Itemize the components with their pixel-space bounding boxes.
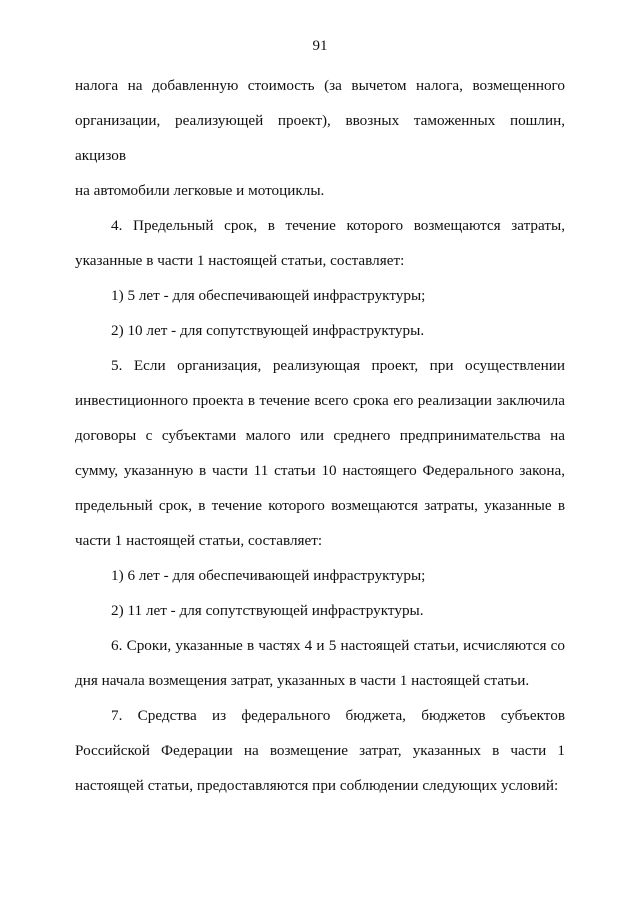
- text-line: сумму, указанную в части 11 статьи 10 настоящего Федерального закона,: [75, 462, 565, 479]
- text-line: налога на добавленную стоимость (за вычетом налога, возмещенного: [75, 77, 565, 94]
- text-line: 1) 6 лет - для обеспечивающей инфраструктуры;: [111, 567, 426, 584]
- text-line: Российской Федерации на возмещение затрат, указанных в части 1: [75, 742, 565, 759]
- text-line: 1) 5 лет - для обеспечивающей инфраструктуры;: [111, 287, 426, 304]
- document-body: [75, 68, 565, 803]
- text-line: части 1 настоящей статьи, составляет:: [75, 532, 323, 549]
- text-line: 2) 11 лет - для сопутствующей инфраструктуры.: [111, 602, 424, 619]
- text-line: инвестиционного проекта в течение всего срока его реализации заключила: [75, 392, 565, 409]
- text-line: дня начала возмещения затрат, указанных в части 1 настоящей статьи.: [75, 672, 530, 689]
- text-line: указанные в части 1 настоящей статьи, составляет:: [75, 252, 405, 269]
- paragraph-item-6: [75, 628, 565, 698]
- paragraph-subitem: [75, 593, 565, 628]
- text-line: 4. Предельный срок, в течение которого возмещаются затраты,: [111, 217, 565, 234]
- paragraph-item-5: [75, 348, 565, 558]
- paragraph-item-7: [75, 698, 565, 803]
- text-line: 5. Если организация, реализующая проект, при осуществлении: [111, 357, 565, 374]
- paragraph-subitem: [75, 313, 565, 348]
- text-line: настоящей статьи, предоставляются при соблюдении следующих условий:: [75, 777, 559, 794]
- text-line: договоры с субъектами малого или среднего предпринимательства на: [75, 427, 565, 444]
- text-line: предельный срок, в течение которого возмещаются затраты, указанные в: [75, 497, 565, 514]
- paragraph-subitem: [75, 558, 565, 593]
- page-number: 91: [312, 38, 328, 54]
- paragraph-item-4: [75, 208, 565, 278]
- paragraph-continuation: [75, 68, 565, 208]
- text-line: 2) 10 лет - для сопутствующей инфраструктуры.: [111, 322, 425, 339]
- text-line: организации, реализующей проект), ввозных таможенных пошлин, акцизов: [75, 112, 565, 164]
- paragraph-subitem: [75, 278, 565, 313]
- text-line: 7. Средства из федерального бюджета, бюджетов субъектов: [111, 707, 565, 724]
- text-line: 6. Сроки, указанные в частях 4 и 5 настоящей статьи, исчисляются со: [111, 637, 565, 654]
- text-line: на автомобили легковые и мотоциклы.: [75, 182, 325, 199]
